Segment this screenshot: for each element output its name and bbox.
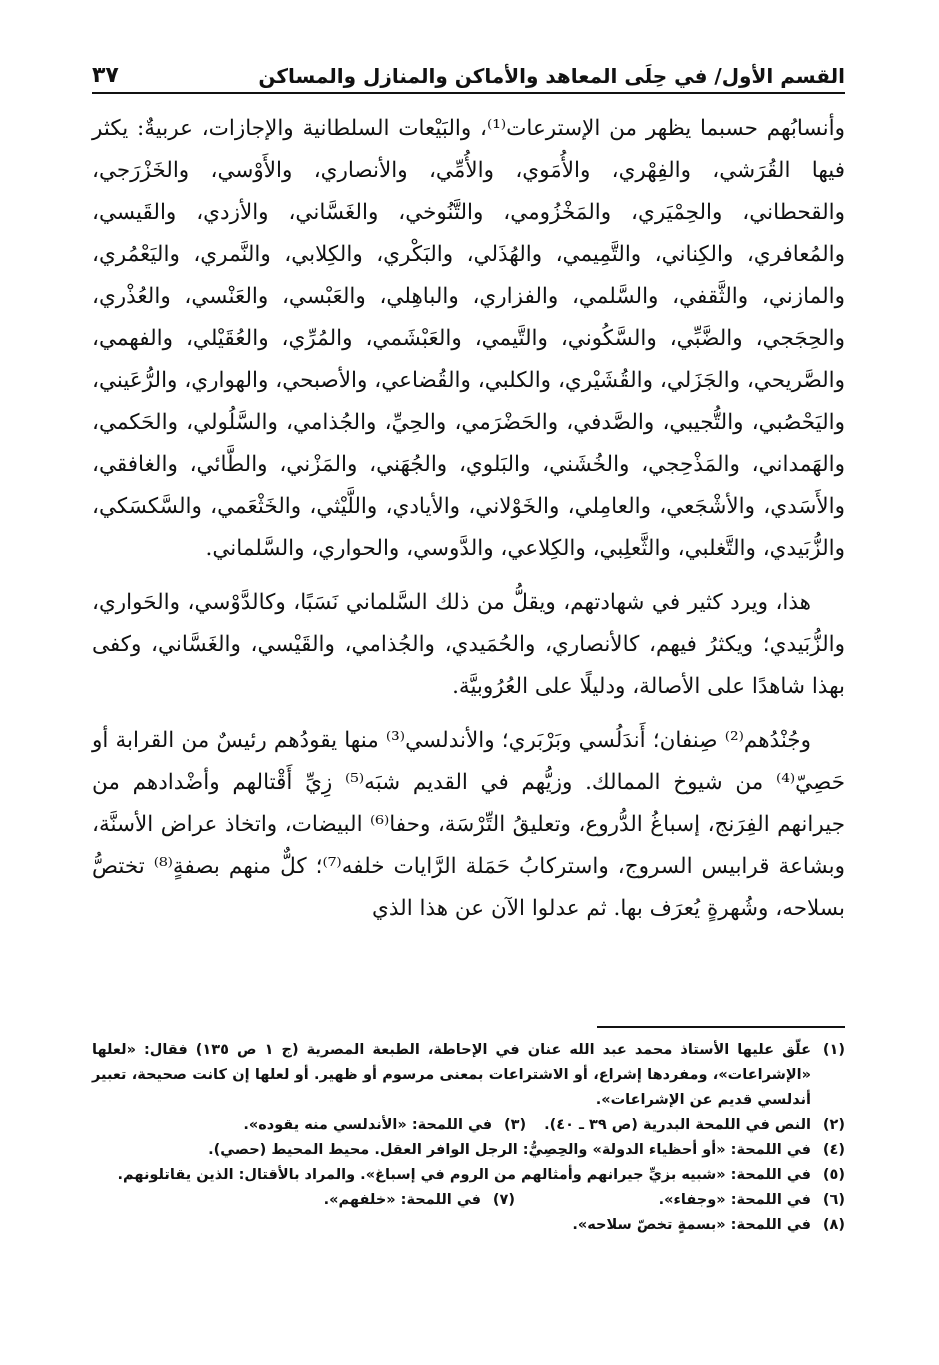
footnote-number: (٦) (822, 1192, 845, 1208)
page-number: ٣٧ (92, 63, 119, 88)
paragraph-lineages: وأنسابُهم حسبما يظهر من الإسترعات⁽¹⁾، والبَيْعات السلطانية والإجازات، عربيةٌ: يكثر فيها القُرَشي، والفِهْري، والأُمَوي، والأُمِّي، والأنصاري، والأَوْسي، والخَزْرَجي، والقحطاني، والحِمْيَري، والمَخْزُومي، والتَّنُوخي، والغَسَّاني، والأزدي، والقَيسي، والمُعافري، والكِناني، والتَّمِيمي، والهُذَلي، والبَكْري، والكِلابي، والنَّمري، واليَعْمُري، والمازني، والثَّقفي، والسَّلمي، والفزاري، والباهِلي، والعَبْسي، والعَنْسي، والعُذْري، والحِجَجي، والضَّبِّي، والسَّكُوني، والتَّيمي، والعَبْشَمي، والمُرِّي، والعُقَيْلي، والفهمي، والصَّريحي، والجَزَلي، والقُشَيْري، والكلبي، والقُضاعي، والأصبحي، والهواري، والرُّعَيني، واليَحْصُبي، والتُّجيبي، والصَّدفي، والحَضْرَمي، والحِيِّ، والجُذامي، والسَّلُولي، والحَكمي، والهَمداني، والمَذْحِجي، والخُشَني، والبَلوي، والجُهَني، والمَزْني، والطَّائي، والغافقي، والأَسَدي، والأشْجَعي، والعامِلي، والخَوْلاني، والأيادي، واللَّيْثي، والخَثْعَمي، والسَّكسَكي، والزُّبَيدي، والتَّغلبي، والثَّعلِبي، والكِلاعي، والدَّوسي، والحواري، والسَّلماني. (92, 116, 845, 561)
footnote-number: (٨) (822, 1217, 845, 1233)
footnote-number: (٣) (504, 1117, 527, 1133)
footnote-number: (٢) (822, 1117, 845, 1133)
footnote-divider (597, 1026, 845, 1028)
footnote-number: (٥) (822, 1167, 845, 1183)
footnote-2 (544, 1113, 845, 1138)
footnote-text: في اللمحة: «الأندلسي منه يقوده». (243, 1117, 493, 1133)
footnote-text: علّق عليها الأستاذ محمد عبد الله عنان في الإحاطة، الطبعة المصرية (ج ١ ص ١٣٥) فقال: «لعلها «الإشراعات»، ومفردها إشراع، أو الاشتراعات بمعنى مرسوم أو ظهير. أو لعلها إن كانت صحيحة، تعبير أندلسي قديم عن الإشراعات». (92, 1042, 811, 1108)
footnote-row-2-3 (92, 1113, 845, 1138)
footnote-number: (١) (822, 1042, 845, 1058)
footnote-7 (324, 1188, 515, 1213)
footnote-text: النص في اللمحة البدرية (ص ٣٩ ـ ٤٠). (544, 1117, 811, 1133)
footnote-4 (92, 1138, 845, 1163)
footnote-number: (٤) (822, 1142, 845, 1158)
footnote-text: في اللمحة: «بسمةٍ تخصّ سلاحه». (572, 1217, 811, 1233)
footnote-text: في اللمحة: «شبيه بزيِّ جيرانهم وأمثالهم من الروم في إسباغ». والمراد بالأقتال: الذين يقاتلونهم. (117, 1167, 811, 1183)
footnote-number: (٧) (492, 1192, 515, 1208)
chapter-title: القسم الأول/ في حِلَى المعاهد والأماكن والمنازل والمساكن (258, 64, 845, 88)
paragraph-testimonies: هذا، ويرد كثير في شهادتهم، ويقلُّ من ذلك السَّلماني نَسَبًا، وكالدَّوْسي، والحَواري، والزُّبَيدي؛ ويكثرُ فيهم، كالأنصاري، والحُمَيدي، والجُذامي، والقَيْسي، والغَسَّاني، وكفى بهذا شاهدًا على الأصالة، ودليلًا على العُرُوبيَّة. (92, 590, 845, 699)
footnote-5 (92, 1163, 845, 1188)
paragraph-soldiers: وجُنْدُهم⁽²⁾ صِنفان؛ أَندَلُسي وبَرْبَري؛ والأندلسي⁽³⁾ منها يقودُهم رئيسٌ من القرابة أو حَصِيّ⁽⁴⁾ من شيوخ الممالك. وزيُّهم في القديم شبَه⁽⁵⁾ زِيِّ أَقْتالهم وأضْدادهم من جيرانهم الفِرَنج، إسباغُ الدُّروع، وتعليقُ التِّرْسَة، وحفا⁽⁶⁾ البيضات، واتخاذ عراض الأسنَّة، وبشاعة قرابيس السروج، واستركابُ حَمَلة الرَّايات خلفه⁽⁷⁾؛ كلٌّ منهم بصفةٍ⁽⁸⁾ تختصُّ بسلاحه، وشُهرةٍ يُعرَف بها. ثم عدلوا الآن عن هذا الذي (92, 728, 846, 921)
footnote-text: في اللمحة: «أو أحظياء الدولة» والحِصِيُّ: الرجل الوافر العقل. محيط المحيط (حصي). (208, 1142, 811, 1158)
running-header (92, 52, 845, 94)
footnote-text: في اللمحة: «وجفاء». (658, 1192, 811, 1208)
main-text (92, 108, 845, 942)
footnote-3 (243, 1113, 526, 1138)
footnote-1 (92, 1038, 845, 1113)
footnotes (92, 1038, 845, 1238)
footnote-row-6-7 (92, 1188, 845, 1213)
footnote-text: في اللمحة: «خلفهم». (323, 1192, 481, 1208)
footnote-6 (515, 1188, 845, 1213)
footnote-8 (92, 1213, 845, 1238)
